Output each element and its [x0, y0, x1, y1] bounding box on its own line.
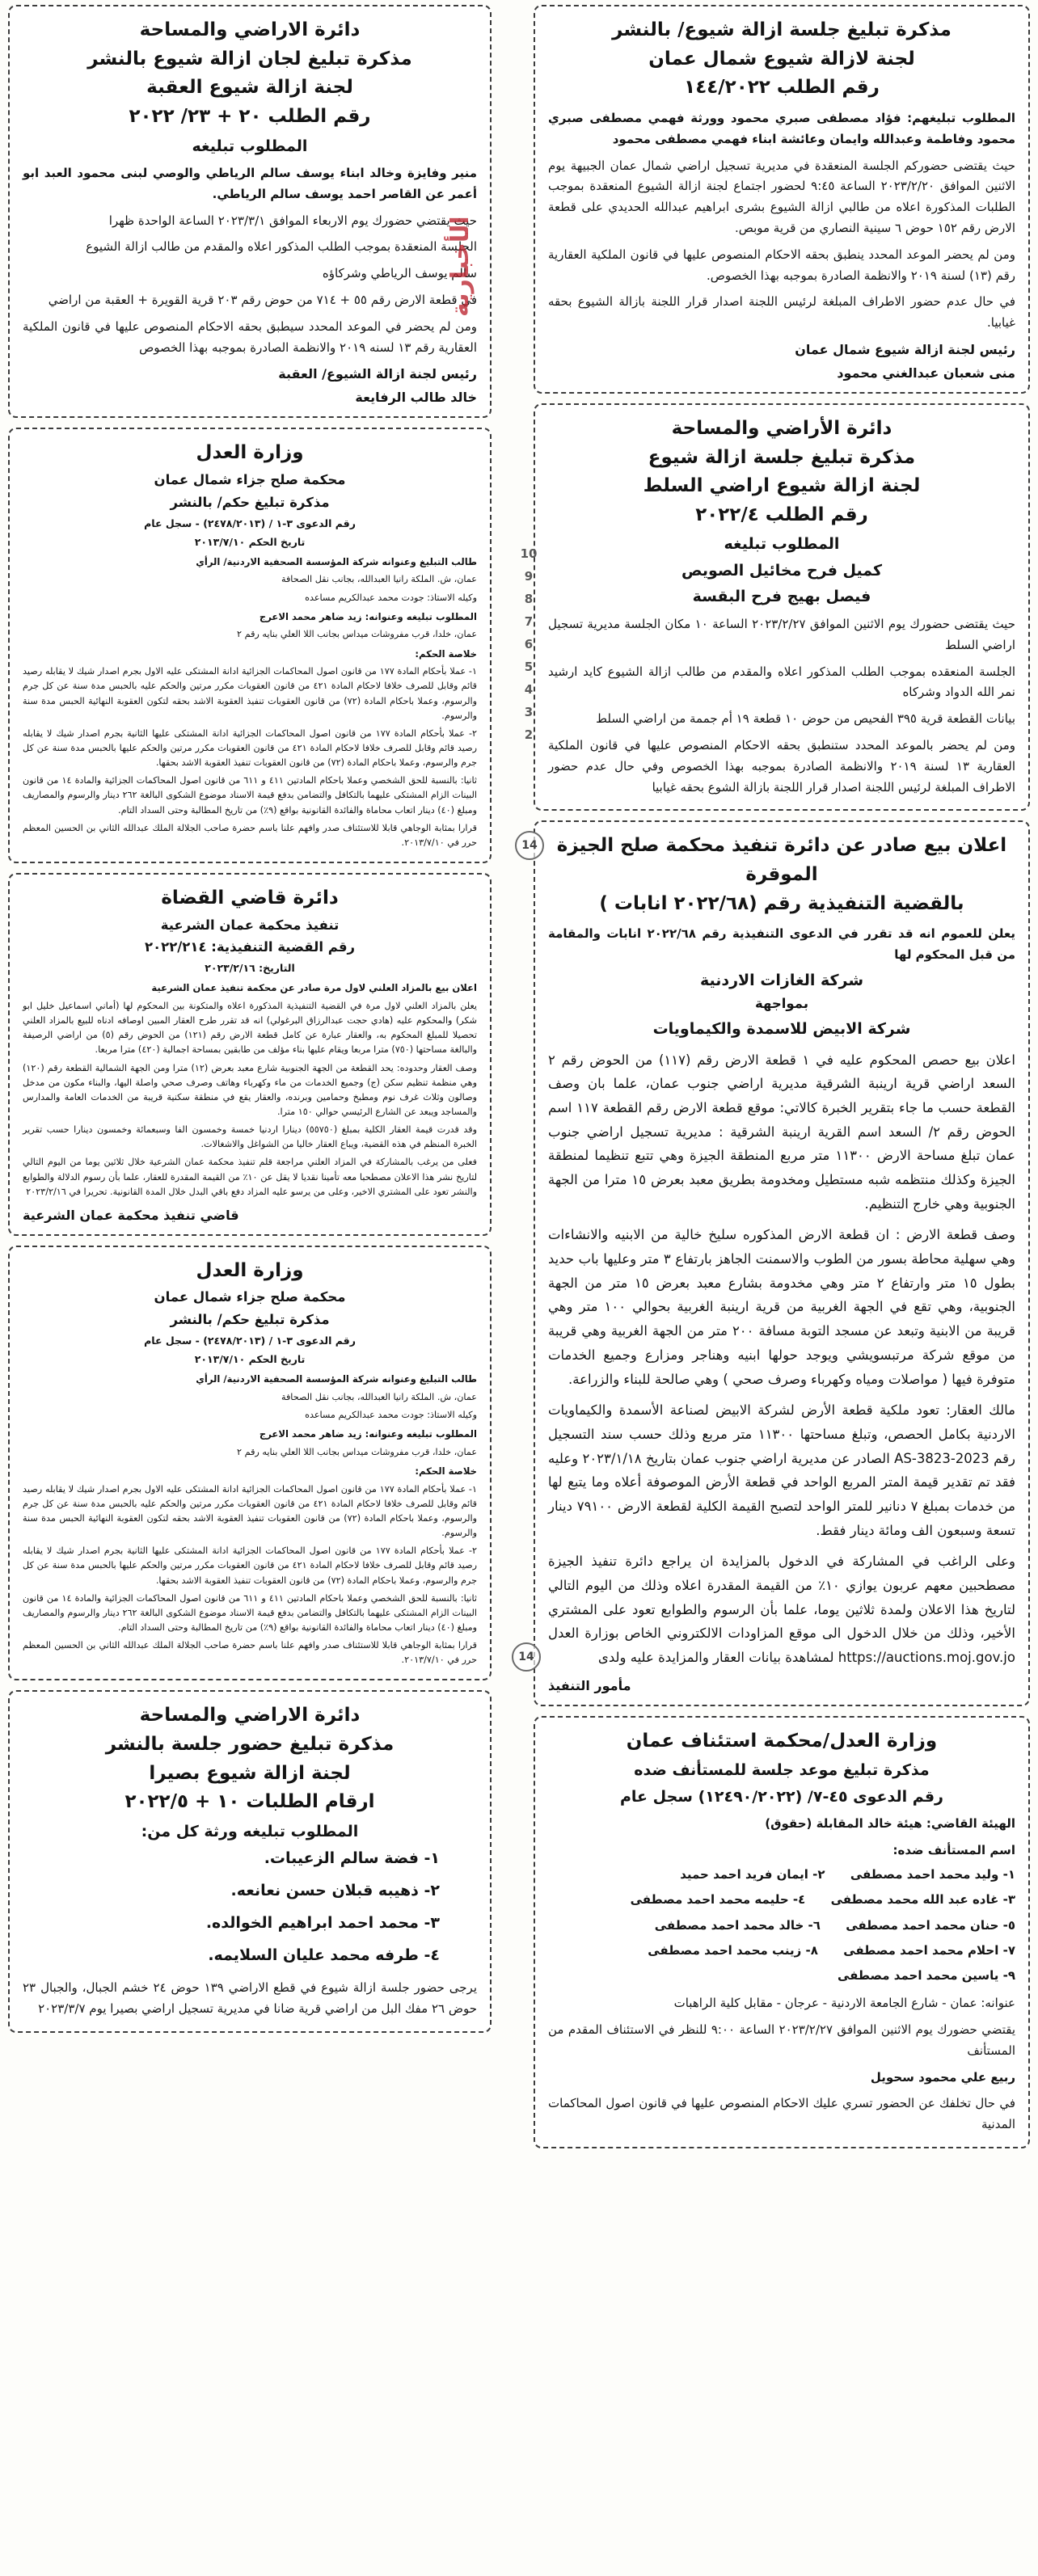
- text-line: ارقام الطلبات ١٠ + ٢٠٢٢/٥: [124, 1791, 375, 1813]
- text-line: ٥- حنان محمد احمد مصطفى ٦- خالد محمد احمد مصطفى: [654, 1917, 1015, 1933]
- notice-sharia-execution-amman: [8, 873, 492, 1236]
- text-line: ومن لم يحضر الموعد المحدد ينطبق بحقه الاحكام المنصوص عليها في قانون الملكية العقارية رقم (١٣) لسنة ٢٠١٩ والانظمة الصادرة بموجبه بهذا الخصوص.: [548, 247, 1015, 283]
- text-line: ٢- عملا بأحكام المادة ١٧٧ من قانون اصول المحاكمات الجزائية ادانة المشتكى عليها الثانية بجرم اصدار شيك لا يقابله رصيد قائم وقابل للصرف خلافا لاحكام المادة ٤٢١ من قانون العقوبات مكرر مرتين والحكم عليها بالحبس مدة سنة عن كل جرم والرسوم، وعملا باحكام المادة (٧٢) من قانون العقوبات تنفيذ العقوبة الاشد بحقها.: [23, 727, 477, 769]
- text-line: اسم المستأنف ضده:: [892, 1843, 1015, 1858]
- text-line: رقم الدعوى ٣-١ / (٢٤٧٨/٢٠١٣) - سجل عام: [144, 1334, 356, 1347]
- text-line: بالقضية التنفيذية رقم (٢٠٢٢/٦٨ انابات ): [599, 892, 964, 914]
- text-line: ١- عملا بأحكام المادة ١٧٧ من قانون اصول المحاكمات الجزائية ادانة المشتكى عليه الاول بجرم اصدار شيك لا يقابله رصيد قائم وقابل للصرف خلافا لاحكام المادة ٤٢١ من قانون العقوبات مكرر مرتين والحكم عليه بالحبس مدة سنة عن كل جرم والرسوم، وعملا باحكام المادة (٧٢) من قانون العقوبات تنفيذ العقوبة الاشد بحقه لتكون العقوبة النهائية الحبس مدة سنة والرسوم.: [23, 1483, 477, 1539]
- gutter-number: 10: [520, 546, 538, 561]
- text-line: لجنة ازالة شيوع بصيرا: [149, 1762, 351, 1784]
- text-line: سالم يوسف الرياطي وشركاؤه: [322, 266, 477, 281]
- text-line: ثانيا: بالنسبة للحق الشخصي وعملا باحكام المادتين ٤١١ و ٦١١ من قانون اصول المحاكمات الجزائية والمادة ١٤ من قانون البينات الزام المشتكى عليهما بالتكافل والتضامن بدفع قيمة الاسناد موضوع الشكوى البالغة ٢٦٢ دينار والرسوم والمصاريف ومبلغ (٤٠) دينار اتعاب محاماة والفائدة القانونية بواقع (٩٪) من تاريخ المطالبة وحتى السداد التام.: [23, 1592, 478, 1633]
- text-line: لجنة ازالة شيوع اراضي السلط: [643, 475, 921, 497]
- text-line: ٤- طرفه محمد عليان السلايمه.: [208, 1946, 440, 1965]
- text-line: مذكرة تبليغ لجان ازالة شيوع بالنشر: [87, 48, 412, 70]
- text-line: ١- عملا بأحكام المادة ١٧٧ من قانون اصول المحاكمات الجزائية ادانة المشتكى عليه الاول بجرم اصدار شيك لا يقابله رصيد قائم وقابل للصرف خلافا لاحكام المادة ٤٢١ من قانون العقوبات مكرر مرتين والحكم عليه بالحبس مدة سنة عن كل جرم والرسوم، وعملا باحكام المادة (٧٢) من قانون العقوبات تنفيذ العقوبة الاشد بحقه لتكون العقوبة النهائية الحبس مدة سنة والرسوم.: [23, 666, 477, 721]
- text-line: لجنة لازالة شيوع شمال عمان: [648, 48, 915, 70]
- text-line: وعلى الراغب في المشاركة في الدخول بالمزايدة ان يراجع دائرة تنفيذ الجيزة مصطحبين معهم عربون يوازي ١٠٪ من القيمة المقدرة اعلاه وذلك من اليوم التالي لتاريخ هذا الاعلان ولمدة ثلاثين يوما، علما بأن الرسوم والطوابع تعود على المشتري الأخير، وذلك من خلال الدخول الى موقع المزاودات الالكتروني الخاص بوزارة العدل https://auctions.moj.gov.jo لمشاهدة بيانات العقار والمزايدة عليه ولدى: [548, 1554, 1016, 1666]
- text-line: ومن لم يحضر في الموعد المحدد سيطبق بحقه الاحكام المنصوص عليها في قانون الملكية العقارية رقم ١٣ لسنه ٢٠١٩ والانظمة الصادرة بموجبه بهذا الخصوص: [23, 318, 477, 355]
- text-line: عمان، ش. الملكة رانيا العبدالله، بجانب نقل الصحافة: [281, 1391, 477, 1402]
- text-line: الهيئة القاضي: هيئة خالد المقابلة (حقوق): [765, 1816, 1015, 1832]
- text-line: ٢- عملا بأحكام المادة ١٧٧ من قانون اصول المحاكمات الجزائية ادانة المشتكى عليها الثانية بجرم اصدار شيك لا يقابله رصيد قائم وقابل للصرف خلافا لاحكام المادة ٤٢١ من قانون العقوبات مكرر مرتين والحكم عليها بالحبس مدة سنة عن كل جرم والرسوم، وعملا باحكام المادة (٧٢) من قانون العقوبات تنفيذ العقوبة الاشد بحقها.: [23, 1545, 477, 1586]
- text-line: وصف العقار وحدوده: يحد القطعة من الجهة الجنوبية شارع معبد بعرض (١٢) مترا ومن الجهة الشمالية القطعة رقم (١٢٠) وهي منظمة تنظيم سكن (ج) وجميع الخدمات من ماء وكهرباء وهاتف وصرف صحي واصلة اليها، والبناء مكون من مدخل وصالون وثلاث غرف نوم ومطبخ وحمامين وبرنده، والعقار يقع في منطقة سكنية قريبة من الخدمات العامة والمدارس والمساجد ويبعد عن الشارع الرئيسي حوالي ١٥٠ مترا.: [23, 1062, 477, 1117]
- text-line: المطلوب تبليغه: [192, 137, 308, 155]
- text-line: مذكرة تبليغ جلسة ازالة شيوع/ بالنشر: [612, 19, 952, 40]
- text-line: مالك العقار: تعود ملكية قطعة الأرض لشركة الابيض لصناعة الأسمدة والكيماويات الاردنية بكامل الحصص، وتبلغ مساحتها ١١٣٠٠ متر مربع وذلك حسب سند التسجيل رقم AS-3823-2023 الصادر عن مديرية اراضي جنوب عمان بتاريخ ٢٠٢٣/١/١٨ وعليه فقد تم تقدير قيمة المتر المربع الواحد في قطعة الأرض الموصوفة أعلاه وما يتبع لها من خدمات بمبلغ ٧ دنانير للمتر الواحد لتصبح القيمة الكلية لقطعة الارض ٧٩١٠٠ دينار تسعة وسبعون الف ومائة دينار فقط.: [548, 1402, 1015, 1538]
- text-line: يعلن للعموم انه قد تقرر في الدعوى التنفيذية رقم ٢٠٢٢/٦٨ انابات والمقامة من قبل المحكوم لها: [548, 926, 1015, 963]
- text-line: تاريخ الحكم ٢٠١٣/٧/١٠: [194, 535, 306, 548]
- text-line: ثانيا: بالنسبة للحق الشخصي وعملا باحكام المادتين ٤١١ و ٦١١ من قانون اصول المحاكمات الجزائية والمادة ١٤ من قانون البينات الزام المشتكى عليهما بالتكافل والتضامن بدفع قيمة الاسناد موضوع الشكوى البالغة ٢٦٢ دينار والرسوم والمصاريف ومبلغ (٤٠) دينار اتعاب محاماة والفائدة القانونية بواقع (٩٪) من تاريخ المطالبة وحتى السداد التام.: [23, 775, 478, 816]
- text-line: اعلان بيع صادر عن دائرة تنفيذ محكمة صلح الجيزة الموقرة: [556, 835, 1007, 885]
- text-line: المطلوب تبليغه وعنوانه: زيد ضاهر محمد الاعرج: [259, 1427, 477, 1440]
- newspaper-stamp-watermark: الأخبارية: [446, 216, 475, 317]
- gutter-number: 4: [524, 682, 534, 697]
- text-line: رقم الدعوى ٣-١ / (٢٤٧٨/٢٠١٣) - سجل عام: [144, 516, 356, 529]
- text-line: فيصل بهيج فرح البقسة: [692, 588, 871, 606]
- page-number-badge: 14: [512, 1642, 541, 1672]
- text-line: ومن لم يحضر بالموعد المحدد ستنطبق بحقه الاحكام المنصوص عليها في قانون الملكية العقارية ١٣ لسنة ٢٠١٩ والانظمة الصادرة بموجبه بهذا الخصوص وفي حال عدم حضور الاطراف المبلغة لرئيس اللجنة اصدار قرار اللجنة بازالة الشوع بحقه غيابيا: [548, 737, 1016, 795]
- text-line: الجلسة المنعقده بموجب الطلب المذكور اعلاه والمقدم من طالب ازالة الشيوع كايد ارشيد نمر الله الدواد وشركاه: [548, 664, 1015, 700]
- text-line: بمواجهة: [754, 996, 809, 1012]
- text-line: مذكرة تبليغ جلسة ازالة شيوع: [648, 446, 916, 468]
- text-line: وصف قطعة الارض : ان قطعة الارض المذكوره سليخ خالية من الابنيه والانشاءات وهي سهلية محاطة بسور من الطوب والاسمنت الجاهز بارتفاع ٣ متر وعليها باب حديد بطول ١٥ متر وارتفاع ٢ متر وهي مخدومة بشارع معبد بعرض ١٥ متر من الجهة الجنوبية، وهي تقع في الجهة الغربية من قرية ارينبة الغربية بحوالي ١٠٠ متر وهي قريبة من الابنية وتبعد عن مسجد التوبة مسافة ٢٠٠ متر من الجهة الغربية وهي قريبة من موقع شركة مرتبسويشي ويوجد حولها ابنيه وهناجر ومزارع وجميع الخدمات متوفرة فيها ( مواصلات ومياه وكهرباء وصرف صحي ) وهي صالحة للبناء والزراعة.: [548, 1227, 1015, 1387]
- text-line: التاريخ: ٢٠٢٣/٢/١٦: [205, 962, 295, 975]
- text-line: محكمة صلح جزاء شمال عمان: [154, 1289, 346, 1305]
- text-line: اعلان بيع حصص المحكوم عليه في ١ قطعة الارض رقم (١١٧) من الحوض رقم ٢ السعد اراضي قرية ارينبة الشرقية مديرية اراضي جنوب عمان، علما بان وصف القطعة حسب ما جاء بتقرير الخبرة كالاتي: موقع قطعة الارض رقم القطعة ١١٧ اسم الحوض رقم ٢/ السعد اسم القرية ارينبة الشرقية : مديرية تسجيل اراضي جنوب عمان تبلغ مساحة الارض ١١٣٠٠ متر مربع المنطقة الجيزة وهي تتبع تنظيما لمنطقة الجيزة وكذلك منتظمه شبه مستطيل ومخدومة بطريق معبد بعرض ١٥ مترا من الجهة الجنوبية وهي خارج التنظيم.: [548, 1052, 1015, 1212]
- text-line: وزارة العدل: [196, 1259, 304, 1281]
- gutter-number: 6: [524, 637, 534, 651]
- text-line: قرارا بمثابة الوجاهي قابلا للاستئناف صدر وافهم علنا باسم حضرة صاحب الجلالة الملك عبدالله الثاني بن الحسين المعظم حرر في ٢٠١٣/٧/١٠.: [23, 1640, 477, 1666]
- text-line: بيانات القطعة قرية ٣٩٥ الفحيص من حوض ١٠ قطعة ١٩ أم جممة من اراضي السلط: [596, 711, 1015, 727]
- text-line: مذكرة تبليغ حكم/ بالنشر: [170, 494, 330, 510]
- text-line: عمان، ش. الملكة رانيا العبدالله، بجانب نقل الصحافة: [281, 574, 477, 585]
- notice-judgment-north-amman-1: [8, 428, 492, 863]
- gutter-numbers: [515, 546, 542, 742]
- text-line: مذكرة تبليغ حضور جلسة بالنشر: [105, 1734, 395, 1756]
- gutter-number: 3: [524, 705, 534, 719]
- text-line: رقم الطلب ١٤٤/٢٠٢٢: [684, 77, 880, 99]
- text-line: مذكرة تبليغ حكم/ بالنشر: [170, 1312, 330, 1328]
- text-line: في حال عدم حضور الاطراف المبلغة لرئيس اللجنة اصدار قرار اللجنة بازالة الشيوع بحقه غيابيا.: [548, 294, 1015, 331]
- text-line: ٩- ياسين محمد احمد مصطفى: [837, 1968, 1015, 1984]
- text-line: طالب التبليغ وعنوانه شركة المؤسسة الصحفية الاردنية/ الرأي: [196, 1372, 477, 1385]
- text-line: شركة الابيض للاسمدة والكيماويات: [652, 1020, 911, 1039]
- text-line: محكمة صلح جزاء شمال عمان: [154, 472, 346, 488]
- notice-shuyua-north-amman: [534, 5, 1030, 394]
- text-line: رقم الطلب ٢٠٢٢/٤: [695, 504, 868, 525]
- text-line: المطلوب تبليغه: [724, 535, 840, 554]
- text-line: رقم الدعوى ٤٥-٧/ (١٢٤٩٠/٢٠٢٢) سجل عام: [620, 1787, 943, 1806]
- text-line: ٧- احلام محمد احمد مصطفى ٨- زينب محمد احمد مصطفى: [648, 1942, 1015, 1958]
- text-line: منى شعبان عبدالغني محمود: [837, 365, 1015, 381]
- text-line: تنفيذ محكمة عمان الشرعية: [160, 917, 340, 933]
- text-line: ٣- محمد احمد ابراهيم الخوالده.: [205, 1914, 440, 1933]
- text-line: وكيله الاستاذ: جودت محمد عبدالكريم مساعده: [305, 592, 477, 603]
- text-line: في حال تخلفك عن الحضور تسري عليك الاحكام المنصوص عليها في قانون اصول المحاكمات المدنية: [548, 2096, 1015, 2132]
- gutter-number: 7: [524, 614, 534, 629]
- text-line: كميل فرح مخائيل الصويص: [681, 561, 883, 580]
- gutter-number: 2: [524, 727, 534, 742]
- text-line: لجنة ازالة شيوع العقبة: [146, 77, 353, 99]
- text-line: مأمور التنفيذ: [548, 1677, 631, 1693]
- text-line: دائرة الاراضي والمساحة: [139, 19, 361, 40]
- notice-shuyua-aqaba: [8, 5, 492, 418]
- text-line: دائرة الاراضي والمساحة: [139, 1705, 361, 1726]
- text-line: الجلسة المنعقدة بموجب الطلب المذكور اعلاه والمقدم من طالب ازالة الشيوع: [86, 239, 477, 255]
- notice-appeal-court-amman: [534, 1716, 1030, 2148]
- notice-judgment-north-amman-2: [8, 1246, 492, 1681]
- page-number-badge: 14: [515, 831, 544, 860]
- notice-auction-jiza-execution: [534, 820, 1030, 1705]
- text-line: ١- فضة سالم الزعيبات.: [264, 1849, 440, 1868]
- text-line: يرجى حضور جلسة ازالة شيوع في قطع الاراضي ١٣٩ حوض ٢٤ خشم الجبال، والجبال ٢٣ حوض ٢٦ مفك البل من اراضي قرية ضانا في مديرية تسجيل اراضي بصيرا يوم ٢٠٢٣/٣/٧: [23, 1980, 477, 2016]
- text-line: يعلن بالمزاد العلني لاول مرة في القضية التنفيذية المذكورة اعلاه والمتكونة بين المحكوم لها (أماني اسماعيل خليل ابو شكر) والمحكوم عليه (هادي حجت عبدالرزاق البرغولي) انه قد تقرر طرح العقار المبين اوصافه ادناه للبيع بالمزاد العلني تحصيلا للمبلغ المحكوم به، والعقار عبارة عن كامل قطعة الارض رقم (١٢١) من الحوض رقم (٥) من اراضي الرصيفة والبالغة مساحتها (٧٥٠) مترا مربعا ويقام عليها بناء مؤلف من طابقين بمساحة اجمالية (٤٢٠) مترا مربعا.: [23, 1000, 477, 1056]
- text-line: عنوانه: عمان - شارع الجامعة الاردنية - عرجان - مقابل كلية الراهبات: [673, 1996, 1015, 2011]
- text-line: عمان، خلدا، قرب مفروشات ميداس بجانب اللا العلي بنايه رقم ٢: [237, 629, 477, 640]
- text-line: خلاصة الحكم:: [415, 1465, 477, 1477]
- text-line: دائرة قاضي القضاة: [161, 887, 339, 909]
- text-line: وكيله الاستاذ: جودت محمد عبدالكريم مساعده: [305, 1409, 477, 1420]
- text-line: خالد طالب الرفايعة: [355, 390, 477, 406]
- text-line: رقم الطلب ٢٠ + ٢٣/ ٢٠٢٢: [129, 105, 371, 127]
- gutter-number: 5: [524, 660, 534, 674]
- text-line: حيث يقتضى حضورك يوم الاثنين الموافق ٢٠٢٣/٢/٢٧ الساعة ١٠ مكان الجلسة مديرية تسجيل اراضي السلط: [548, 616, 1015, 652]
- text-line: مذكرة تبليغ موعد جلسة للمستأنف ضده: [634, 1761, 930, 1780]
- text-line: ١- وليد محمد احمد مصطفى ٢- ايمان فريد احمد حميد: [680, 1867, 1015, 1882]
- gutter-number: 9: [524, 569, 534, 584]
- text-line: رئيس لجنة ازالة شيوع شمال عمان: [795, 341, 1015, 357]
- text-line: ٣- غاده عبد الله محمد مصطفى ٤- حليمه محمد احمد مصطفى: [630, 1892, 1015, 1908]
- text-line: وزارة العدل/محكمة استئناف عمان: [626, 1730, 938, 1752]
- text-line: المطلوب تبليغهم: فؤاد مصطفى صبري محمود وورثة فهمي مصطفى صبري محمود وفاطمة وعبدالله وايمان وعائشة ابناء فهمي مصطفى محمود: [548, 110, 1015, 146]
- text-line: ربيع علي محمود سحويل: [870, 2069, 1015, 2085]
- text-line: رقم القضية التنفيذية: ٢٠٢٢/٢١٤: [145, 939, 355, 955]
- text-line: خلاصة الحكم:: [415, 647, 477, 660]
- text-line: دائرة الأراضي والمساحة: [671, 417, 892, 439]
- text-line: قاضي تنفيذ محكمة عمان الشرعية: [23, 1207, 239, 1223]
- text-line: وزارة العدل: [196, 442, 304, 464]
- text-line: يقتضي حضورك يوم الاثنين الموافق ٢٠٢٣/٢/٢٧ الساعة ٩:٠٠ للنظر في الاستئناف المقدم من المستأنف: [548, 2022, 1015, 2058]
- text-line: طالب التبليغ وعنوانه شركة المؤسسة الصحفية الاردنية/ الرأي: [196, 555, 477, 567]
- notice-shuyua-busayra: [8, 1690, 492, 2032]
- text-line: شركة الغازات الاردنية: [699, 971, 864, 989]
- text-line: في قطعة الارض رقم ٥٥ + ٧١٤ من حوض رقم ٢٠٣ قرية القويرة + العقبة من اراضي: [48, 293, 477, 308]
- text-line: فعلى من يرغب بالمشاركة في المزاد العلني مراجعة قلم تنفيذ محكمة عمان الشرعية خلال ثلاثين يوما من اليوم التالي لتاريخ نشر هذا الاعلان مصطحبا معه تأمينا نقديا لا يقل عن ١٠٪ من القيمة المقدرة للعقار، علما بأن رسوم الدلالة والطوابع والنشر تعود على المشتري الاخير، وعلى من يرسو عليه المزاد دفع باقي البدل خلال المدة القانونية. تحريرا في ٢٠٢٣/٢/١٦: [23, 1157, 477, 1197]
- right-column: [534, 5, 1030, 2148]
- text-line: وقد قدرت قيمة العقار الكلية بمبلغ (٥٥٧٥٠) دينارا اردنيا خمسة وخمسون الفا وسبعمائة وخمسون دينارا حسب تقرير الخبرة المنظم في هذه القضية، ويباع العقار خاليا من الشواغل والاشغالات.: [23, 1124, 477, 1150]
- text-line: تاريخ الحكم ٢٠١٣/٧/١٠: [194, 1352, 306, 1365]
- text-line: حيث يقتضي حضورك يوم الاربعاء الموافق ٢٠٢٣/٣/١ الساعة الواحدة ظهرا: [108, 213, 477, 228]
- text-line: حيث يقتضى حضوركم الجلسة المنعقدة في مديرية تسجيل اراضي شمال عمان الجبيهة يوم الاثنين الموافق ٢٠٢٣/٢/٢٠ الساعة ٩:٤٥ لحضور اجتماع لجنة ازالة الشيوع المنعقدة بموجب الطلبات المذكورة اعلاه من طالبي ازالة الشيوع بشرى ابراهيم عبدالله الحديدي على قطعة الارض رقم ١٥٢ حوض ٦ سينية النصاري من قرية موبص.: [548, 158, 1015, 235]
- notice-shuyua-salt: [534, 403, 1030, 811]
- gutter-number: 8: [524, 592, 534, 606]
- text-line: المطلوب تبليغه وعنوانه: زيد ضاهر محمد الاعرج: [259, 610, 477, 622]
- text-line: قرارا بمثابة الوجاهي قابلا للاستئناف صدر وافهم علنا باسم حضرة صاحب الجلالة الملك عبدالله الثاني بن الحسين المعظم حرر في ٢٠١٣/٧/١٠.: [23, 822, 477, 848]
- left-column: [8, 5, 492, 2033]
- text-line: منير وفايزة وخالد ابناء يوسف سالم الرياطي والوصي لبنى محمود العبد ابو أعمر عن القاصر احمد يوسف سالم الرياطي.: [23, 166, 477, 201]
- text-line: اعلان بيع بالمزاد العلني لاول مرة صادر عن محكمة تنفيذ عمان الشرعية: [151, 982, 477, 994]
- text-line: عمان، خلدا، قرب مفروشات ميداس بجانب اللا العلي بنايه رقم ٢: [237, 1446, 477, 1457]
- text-line: رئيس لجنة ازالة الشيوع/ العقبة: [278, 366, 477, 382]
- text-line: ٢- ذهيبه قبلان حسن نعانعه.: [230, 1882, 440, 1900]
- text-line: المطلوب تبليغه ورثة كل من:: [141, 1822, 359, 1840]
